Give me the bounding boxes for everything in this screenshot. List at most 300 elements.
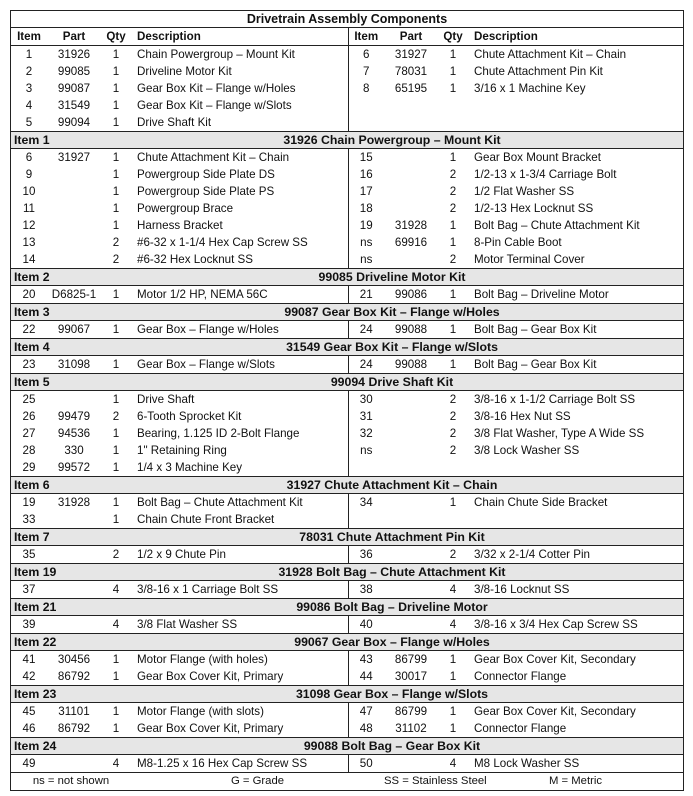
section-title: 99067 Gear Box – Flange w/Holes bbox=[101, 634, 683, 651]
part-number: 31098 bbox=[57, 358, 91, 371]
quantity: 1 bbox=[112, 513, 120, 526]
item-number: 44 bbox=[348, 668, 384, 686]
table-row bbox=[11, 63, 683, 80]
table-row bbox=[11, 356, 683, 374]
section-title: 31928 Bolt Bag – Chute Attachment Kit bbox=[101, 564, 683, 581]
item-number: 48 bbox=[348, 720, 384, 738]
part-number bbox=[384, 97, 438, 114]
table-row bbox=[11, 703, 683, 721]
section-header-row bbox=[11, 599, 683, 616]
part-number: 30456 bbox=[57, 653, 91, 666]
description: Motor 1/2 HP, NEMA 56C bbox=[137, 288, 268, 301]
description: Gear Box Cover Kit, Secondary bbox=[474, 653, 636, 666]
description: Motor Terminal Cover bbox=[474, 253, 585, 266]
quantity: 4 bbox=[449, 618, 457, 631]
section-header-row bbox=[11, 339, 683, 356]
part-number: 69916 bbox=[394, 236, 428, 249]
part-number: 99085 bbox=[57, 65, 91, 78]
part-number bbox=[47, 183, 101, 200]
part-number: 31928 bbox=[394, 219, 428, 232]
item-number: 21 bbox=[348, 286, 384, 304]
col-header-item: Item bbox=[11, 28, 47, 46]
quantity: 2 bbox=[449, 427, 457, 440]
item-number: 32 bbox=[348, 425, 384, 442]
quantity: 2 bbox=[449, 168, 457, 181]
part-number bbox=[384, 183, 438, 200]
col-header-qty: Qty bbox=[438, 28, 468, 46]
part-number: 99088 bbox=[394, 323, 428, 336]
table-row bbox=[11, 616, 683, 634]
item-number: 16 bbox=[348, 166, 384, 183]
item-number: 9 bbox=[25, 168, 33, 181]
quantity: 1 bbox=[449, 65, 457, 78]
table-row bbox=[11, 80, 683, 97]
description: M8-1.25 x 16 Hex Cap Screw SS bbox=[137, 757, 308, 770]
quantity: 1 bbox=[112, 168, 120, 181]
section-title: 99086 Bolt Bag – Driveline Motor bbox=[101, 599, 683, 616]
description: 8-Pin Cable Boot bbox=[474, 236, 562, 249]
table-row bbox=[11, 442, 683, 459]
item-number: 45 bbox=[22, 705, 36, 718]
table-row bbox=[11, 494, 683, 512]
section-item-label: Item 3 bbox=[11, 304, 101, 321]
quantity: 1 bbox=[449, 670, 457, 683]
quantity bbox=[438, 511, 468, 529]
part-number bbox=[47, 581, 101, 599]
table-row bbox=[11, 755, 683, 773]
column-header-row bbox=[11, 28, 683, 46]
description: 3/8 Flat Washer SS bbox=[137, 618, 238, 631]
section-title: 99088 Bolt Bag – Gear Box Kit bbox=[101, 738, 683, 755]
part-number bbox=[384, 442, 438, 459]
part-number: 99088 bbox=[394, 358, 428, 371]
part-number bbox=[384, 459, 438, 477]
description: 1/2 Flat Washer SS bbox=[474, 185, 575, 198]
description: 1/2 x 9 Chute Pin bbox=[137, 548, 226, 561]
quantity: 1 bbox=[449, 653, 457, 666]
quantity: 2 bbox=[449, 202, 457, 215]
quantity: 1 bbox=[112, 185, 120, 198]
part-number bbox=[384, 149, 438, 167]
part-number bbox=[384, 511, 438, 529]
item-number: 36 bbox=[348, 546, 384, 564]
quantity: 2 bbox=[449, 185, 457, 198]
item-number: 38 bbox=[348, 581, 384, 599]
description: #6-32 x 1-1/4 Hex Cap Screw SS bbox=[137, 236, 308, 249]
description: Gear Box Cover Kit, Primary bbox=[137, 670, 284, 683]
item-number: 42 bbox=[22, 670, 36, 683]
quantity: 1 bbox=[112, 288, 120, 301]
item-number: ns bbox=[348, 251, 384, 269]
quantity: 2 bbox=[112, 548, 120, 561]
table-row bbox=[11, 391, 683, 409]
item-number: 23 bbox=[22, 358, 36, 371]
description: Driveline Motor Kit bbox=[137, 65, 232, 78]
item-number: 5 bbox=[25, 116, 33, 129]
description: Gear Box Kit – Flange w/Slots bbox=[137, 99, 292, 112]
table-row bbox=[11, 149, 683, 167]
part-number bbox=[47, 217, 101, 234]
part-number: 31928 bbox=[57, 496, 91, 509]
item-number: 46 bbox=[22, 722, 36, 735]
section-item-label: Item 6 bbox=[11, 477, 101, 494]
quantity: 1 bbox=[112, 670, 120, 683]
description: 3/8 Lock Washer SS bbox=[474, 444, 580, 457]
quantity: 2 bbox=[449, 548, 457, 561]
item-number: 29 bbox=[22, 461, 36, 474]
table-row bbox=[11, 651, 683, 669]
item-number: 34 bbox=[348, 494, 384, 512]
table-row bbox=[11, 200, 683, 217]
item-number: 24 bbox=[348, 321, 384, 339]
part-number: 31926 bbox=[57, 48, 91, 61]
item-number: 22 bbox=[22, 323, 36, 336]
section-title: 31927 Chute Attachment Kit – Chain bbox=[101, 477, 683, 494]
item-number bbox=[348, 97, 384, 114]
item-number: 7 bbox=[348, 63, 384, 80]
item-number: 19 bbox=[22, 496, 36, 509]
description: Powergroup Brace bbox=[137, 202, 234, 215]
legend-entry: M = Metric bbox=[468, 773, 683, 791]
part-number bbox=[384, 546, 438, 564]
quantity: 1 bbox=[112, 461, 120, 474]
table-row bbox=[11, 511, 683, 529]
part-number bbox=[384, 200, 438, 217]
description: Connector Flange bbox=[474, 670, 567, 683]
description: Chain Powergroup – Mount Kit bbox=[137, 48, 295, 61]
quantity: 1 bbox=[112, 705, 120, 718]
part-number bbox=[384, 425, 438, 442]
table-row bbox=[11, 321, 683, 339]
item-number: 17 bbox=[348, 183, 384, 200]
description: Bolt Bag – Driveline Motor bbox=[474, 288, 609, 301]
section-header-row bbox=[11, 477, 683, 494]
section-item-label: Item 24 bbox=[11, 738, 101, 755]
section-item-label: Item 22 bbox=[11, 634, 101, 651]
quantity: 1 bbox=[449, 288, 457, 301]
item-number: 28 bbox=[22, 444, 36, 457]
description: Bolt Bag – Chute Attachment Kit bbox=[474, 219, 640, 232]
description: Chain Chute Front Bracket bbox=[137, 513, 275, 526]
part-number bbox=[384, 114, 438, 132]
part-number bbox=[47, 251, 101, 269]
legend-entry: ns = not shown bbox=[11, 773, 131, 791]
section-header-row bbox=[11, 132, 683, 149]
description: Chute Attachment Pin Kit bbox=[474, 65, 603, 78]
description: 1/2-13 Hex Locknut SS bbox=[474, 202, 594, 215]
description: Bolt Bag – Gear Box Kit bbox=[474, 358, 597, 371]
quantity: 1 bbox=[112, 202, 120, 215]
quantity: 1 bbox=[449, 48, 457, 61]
item-number: 4 bbox=[25, 99, 33, 112]
section-title: 99094 Drive Shaft Kit bbox=[101, 374, 683, 391]
table-row bbox=[11, 166, 683, 183]
quantity: 4 bbox=[112, 583, 120, 596]
quantity: 4 bbox=[112, 618, 120, 631]
part-number: 31927 bbox=[394, 48, 428, 61]
item-number: 39 bbox=[22, 618, 36, 631]
quantity: 1 bbox=[112, 323, 120, 336]
item-number: 26 bbox=[22, 410, 36, 423]
item-number bbox=[348, 511, 384, 529]
description: Chute Attachment Kit – Chain bbox=[474, 48, 627, 61]
section-header-row bbox=[11, 634, 683, 651]
part-number bbox=[384, 391, 438, 409]
part-number: 86799 bbox=[394, 705, 428, 718]
item-number: 47 bbox=[348, 703, 384, 721]
table-row bbox=[11, 546, 683, 564]
part-number bbox=[384, 166, 438, 183]
part-number: 86792 bbox=[57, 722, 91, 735]
description: M8 Lock Washer SS bbox=[474, 757, 580, 770]
legend-entry: G = Grade bbox=[131, 773, 384, 791]
description: 1/4 x 3 Machine Key bbox=[137, 461, 243, 474]
item-number: 49 bbox=[22, 757, 36, 770]
description: Connector Flange bbox=[474, 722, 567, 735]
item-number: 37 bbox=[22, 583, 36, 596]
quantity: 1 bbox=[112, 358, 120, 371]
quantity: 1 bbox=[112, 393, 120, 406]
description: 3/32 x 2-1/4 Cotter Pin bbox=[474, 548, 590, 561]
quantity: 1 bbox=[112, 151, 120, 164]
item-number: 15 bbox=[348, 149, 384, 167]
col-header-item: Item bbox=[348, 28, 384, 46]
part-number: 31927 bbox=[57, 151, 91, 164]
part-number bbox=[384, 494, 438, 512]
part-number: 30017 bbox=[394, 670, 428, 683]
description: Gear Box – Flange w/Slots bbox=[137, 358, 275, 371]
part-number bbox=[47, 391, 101, 409]
description: Gear Box – Flange w/Holes bbox=[137, 323, 279, 336]
quantity bbox=[438, 97, 468, 114]
item-number: ns bbox=[348, 234, 384, 251]
section-header-row bbox=[11, 269, 683, 286]
description bbox=[468, 114, 683, 132]
quantity: 2 bbox=[449, 444, 457, 457]
item-number: 25 bbox=[22, 393, 36, 406]
table-row bbox=[11, 581, 683, 599]
description: Powergroup Side Plate PS bbox=[137, 185, 275, 198]
item-number: 6 bbox=[348, 46, 384, 64]
item-number bbox=[348, 114, 384, 132]
section-item-label: Item 1 bbox=[11, 132, 101, 149]
quantity bbox=[438, 459, 468, 477]
description: Bolt Bag – Chute Attachment Kit bbox=[137, 496, 303, 509]
quantity: 2 bbox=[112, 253, 120, 266]
legend-row bbox=[11, 773, 683, 791]
col-header-part: Part bbox=[47, 28, 101, 46]
item-number: 19 bbox=[348, 217, 384, 234]
quantity: 1 bbox=[112, 219, 120, 232]
part-number bbox=[47, 616, 101, 634]
section-title: 31549 Gear Box Kit – Flange w/Slots bbox=[101, 339, 683, 356]
section-title: 99087 Gear Box Kit – Flange w/Holes bbox=[101, 304, 683, 321]
part-number: 78031 bbox=[394, 65, 428, 78]
table-row bbox=[11, 234, 683, 251]
quantity: 1 bbox=[449, 82, 457, 95]
item-number: 12 bbox=[22, 219, 36, 232]
col-header-part: Part bbox=[384, 28, 438, 46]
section-header-row bbox=[11, 374, 683, 391]
section-item-label: Item 5 bbox=[11, 374, 101, 391]
item-number: 43 bbox=[348, 651, 384, 669]
description: Motor Flange (with holes) bbox=[137, 653, 268, 666]
section-title: 99085 Driveline Motor Kit bbox=[101, 269, 683, 286]
quantity: 1 bbox=[112, 496, 120, 509]
part-number: D6825-1 bbox=[51, 288, 97, 301]
part-number: 99479 bbox=[57, 410, 91, 423]
description: Powergroup Side Plate DS bbox=[137, 168, 275, 181]
section-header-row bbox=[11, 529, 683, 546]
description: #6-32 Hex Locknut SS bbox=[137, 253, 254, 266]
table-row bbox=[11, 459, 683, 477]
quantity: 1 bbox=[449, 323, 457, 336]
part-number: 99067 bbox=[57, 323, 91, 336]
item-number: 11 bbox=[22, 202, 36, 215]
part-number: 31102 bbox=[395, 722, 427, 735]
part-number: 94536 bbox=[57, 427, 91, 440]
quantity: 1 bbox=[449, 358, 457, 371]
item-number: 14 bbox=[22, 253, 36, 266]
part-number bbox=[384, 581, 438, 599]
components-table bbox=[11, 11, 683, 790]
item-number: 20 bbox=[22, 288, 36, 301]
description: Gear Box Cover Kit, Secondary bbox=[474, 705, 636, 718]
quantity: 1 bbox=[449, 705, 457, 718]
item-number: 1 bbox=[25, 48, 33, 61]
item-number: 30 bbox=[348, 391, 384, 409]
part-number: 86799 bbox=[394, 653, 428, 666]
section-item-label: Item 19 bbox=[11, 564, 101, 581]
part-number: 99086 bbox=[394, 288, 428, 301]
section-item-label: Item 23 bbox=[11, 686, 101, 703]
description: 3/8 Flat Washer, Type A Wide SS bbox=[474, 427, 645, 440]
drivetrain-components-sheet bbox=[10, 10, 684, 791]
quantity: 1 bbox=[112, 82, 120, 95]
quantity: 2 bbox=[449, 253, 457, 266]
section-item-label: Item 2 bbox=[11, 269, 101, 286]
description: Gear Box Cover Kit, Primary bbox=[137, 722, 284, 735]
part-number bbox=[47, 755, 101, 773]
description: 6-Tooth Sprocket Kit bbox=[137, 410, 242, 423]
part-number bbox=[384, 755, 438, 773]
table-row bbox=[11, 408, 683, 425]
quantity: 4 bbox=[449, 757, 457, 770]
section-header-row bbox=[11, 304, 683, 321]
table-title-row bbox=[11, 11, 683, 28]
section-title: 31098 Gear Box – Flange w/Slots bbox=[101, 686, 683, 703]
col-header-description: Description bbox=[131, 28, 348, 46]
description: 3/8-16 Hex Nut SS bbox=[474, 410, 571, 423]
item-number: 18 bbox=[348, 200, 384, 217]
quantity: 2 bbox=[112, 410, 120, 423]
item-number: 3 bbox=[25, 82, 33, 95]
part-number: 65195 bbox=[394, 82, 428, 95]
description bbox=[468, 97, 683, 114]
description: 1" Retaining Ring bbox=[137, 444, 227, 457]
part-number: 86792 bbox=[57, 670, 91, 683]
item-number: ns bbox=[348, 442, 384, 459]
section-item-label: Item 7 bbox=[11, 529, 101, 546]
part-number: 99572 bbox=[57, 461, 91, 474]
quantity: 1 bbox=[449, 219, 457, 232]
description: 1/2-13 x 1-3/4 Carriage Bolt bbox=[474, 168, 617, 181]
description: 3/8-16 x 1-1/2 Carriage Bolt SS bbox=[474, 393, 636, 406]
table-title: Drivetrain Assembly Components bbox=[11, 11, 683, 28]
quantity: 1 bbox=[449, 722, 457, 735]
quantity: 2 bbox=[112, 236, 120, 249]
table-row bbox=[11, 720, 683, 738]
item-number: 2 bbox=[25, 65, 33, 78]
item-number: 41 bbox=[22, 653, 36, 666]
quantity: 4 bbox=[112, 757, 120, 770]
item-number: 24 bbox=[348, 356, 384, 374]
description bbox=[468, 511, 683, 529]
part-number bbox=[384, 616, 438, 634]
quantity: 4 bbox=[449, 583, 457, 596]
description: Drive Shaft Kit bbox=[137, 116, 212, 129]
part-number bbox=[47, 546, 101, 564]
description: Harness Bracket bbox=[137, 219, 223, 232]
part-number: 31549 bbox=[57, 99, 91, 112]
section-header-row bbox=[11, 686, 683, 703]
section-header-row bbox=[11, 738, 683, 755]
description: Chain Chute Side Bracket bbox=[474, 496, 608, 509]
item-number: 35 bbox=[22, 548, 36, 561]
description: 3/16 x 1 Machine Key bbox=[474, 82, 586, 95]
quantity: 1 bbox=[112, 65, 120, 78]
part-number bbox=[47, 200, 101, 217]
item-number: 8 bbox=[348, 80, 384, 97]
quantity: 1 bbox=[112, 48, 120, 61]
quantity: 1 bbox=[112, 444, 120, 457]
section-title: 31926 Chain Powergroup – Mount Kit bbox=[101, 132, 683, 149]
item-number: 31 bbox=[348, 408, 384, 425]
table-row bbox=[11, 46, 683, 64]
item-number: 50 bbox=[348, 755, 384, 773]
description: Chute Attachment Kit – Chain bbox=[137, 151, 290, 164]
quantity: 1 bbox=[112, 99, 120, 112]
col-header-description: Description bbox=[468, 28, 683, 46]
col-header-qty: Qty bbox=[101, 28, 131, 46]
description: Drive Shaft bbox=[137, 393, 195, 406]
quantity: 1 bbox=[112, 116, 120, 129]
item-number: 33 bbox=[22, 513, 36, 526]
part-number bbox=[384, 251, 438, 269]
quantity: 1 bbox=[112, 653, 120, 666]
quantity: 1 bbox=[112, 722, 120, 735]
description: Bolt Bag – Gear Box Kit bbox=[474, 323, 597, 336]
table-row bbox=[11, 183, 683, 200]
quantity: 1 bbox=[449, 151, 457, 164]
description bbox=[468, 459, 683, 477]
quantity bbox=[438, 114, 468, 132]
item-number bbox=[348, 459, 384, 477]
part-number: 99094 bbox=[57, 116, 91, 129]
table-row bbox=[11, 251, 683, 269]
quantity: 2 bbox=[449, 393, 457, 406]
description: Gear Box Kit – Flange w/Holes bbox=[137, 82, 296, 95]
item-number: 27 bbox=[22, 427, 36, 440]
table-row bbox=[11, 286, 683, 304]
table-row bbox=[11, 668, 683, 686]
section-item-label: Item 21 bbox=[11, 599, 101, 616]
description: 3/8-16 x 3/4 Hex Cap Screw SS bbox=[474, 618, 638, 631]
table-row bbox=[11, 425, 683, 442]
description: 3/8-16 Locknut SS bbox=[474, 583, 570, 596]
description: Bearing, 1.125 ID 2-Bolt Flange bbox=[137, 427, 300, 440]
item-number: 6 bbox=[25, 151, 33, 164]
